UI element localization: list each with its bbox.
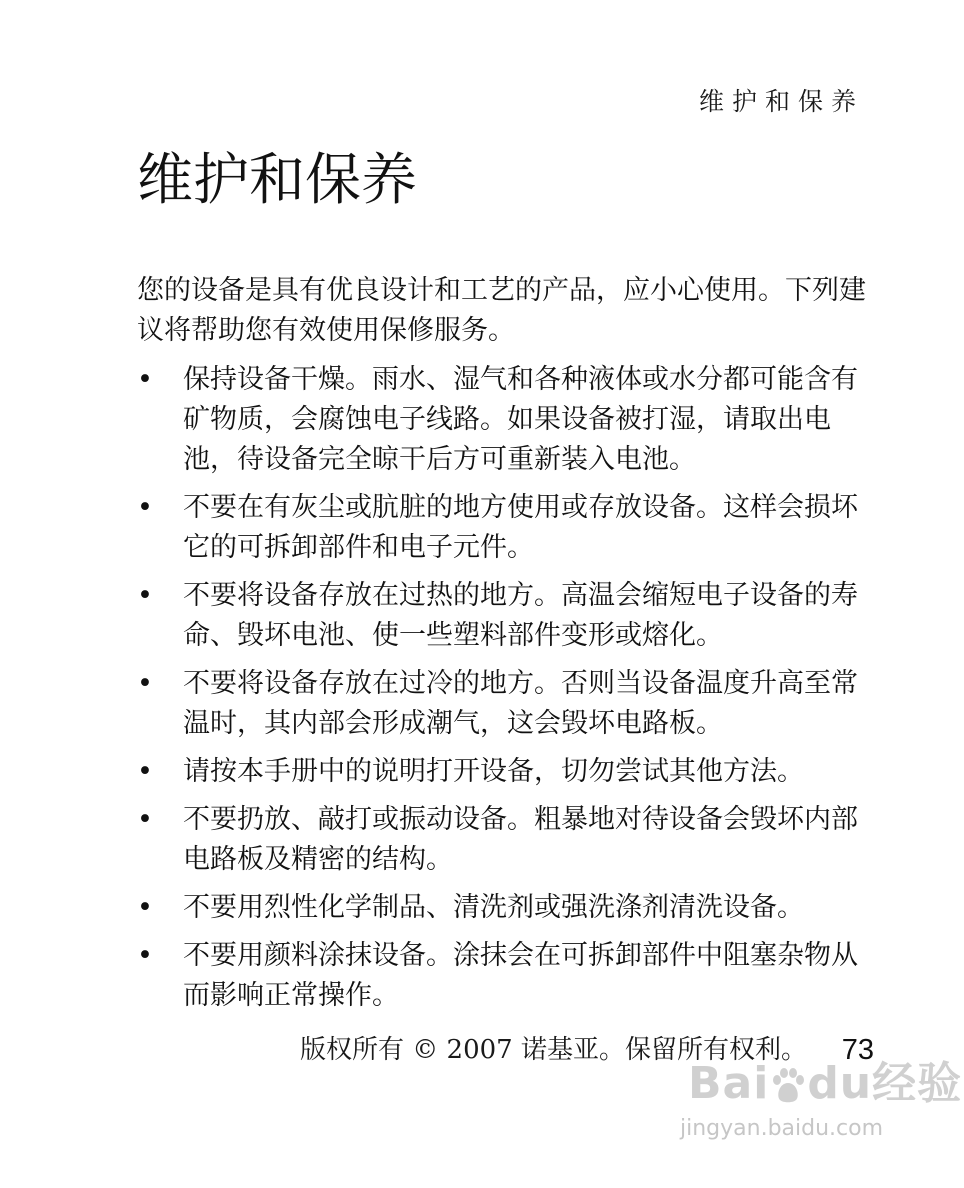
list-item [137, 360, 872, 480]
bullet-icon: • [137, 580, 153, 611]
page-title: 维护和保养 [137, 148, 417, 213]
list-item [137, 800, 872, 880]
bullet-icon: • [137, 668, 153, 699]
watermark-logo-text-right: du [807, 1058, 873, 1109]
bullet-icon: • [137, 892, 153, 923]
list-item-text: 不要将设备存放在过热的地方。高温会缩短电子设备的寿命、毁坏电池、使一些塑料部件变形或熔化。 [183, 580, 858, 651]
list-item-text: 不要扔放、敲打或振动设备。粗暴地对待设备会毁坏内部电路板及精密的结构。 [183, 804, 858, 875]
baidu-jingyan-watermark [680, 1058, 963, 1158]
page-number: 73 [841, 1034, 874, 1066]
watermark-logo-text-left: Bai [688, 1058, 770, 1109]
care-tips-list [137, 360, 872, 1024]
list-item-text: 不要用颜料涂抹设备。涂抹会在可拆卸部件中阻塞杂物从而影响正常操作。 [183, 940, 858, 1011]
list-item-text: 不要用烈性化学制品、清洗剂或强洗涤剂清洗设备。 [183, 892, 804, 923]
intro-paragraph: 您的设备是具有优良设计和工艺的产品，应小心使用。下列建议将帮助您有效使用保修服务。 [137, 275, 866, 346]
bullet-icon: • [137, 364, 153, 395]
list-item [137, 576, 872, 656]
bullet-icon: • [137, 940, 153, 971]
list-item-text: 不要在有灰尘或肮脏的地方使用或存放设备。这样会损坏它的可拆卸部件和电子元件。 [183, 492, 858, 563]
watermark-url: jingyan.baidu.com [680, 1116, 884, 1141]
list-item-text: 不要将设备存放在过冷的地方。否则当设备温度升高至常温时，其内部会形成潮气，这会毁坏电路板。 [183, 668, 858, 739]
list-item [137, 664, 872, 744]
copyright-footer: 版权所有 © 2007 诺基亚。保留所有权利。 [300, 1035, 807, 1065]
list-item [137, 888, 872, 928]
watermark-logo-suffix: 经验 [872, 1058, 963, 1109]
list-item-text: 请按本手册中的说明打开设备，切勿尝试其他方法。 [183, 756, 804, 787]
bullet-icon: • [137, 804, 153, 835]
paw-icon [769, 1066, 807, 1106]
running-head: 维护和保养 [698, 87, 864, 116]
list-item [137, 488, 872, 568]
bullet-icon: • [137, 492, 153, 523]
list-item-text: 保持设备干燥。雨水、湿气和各种液体或水分都可能含有矿物质，会腐蚀电子线路。如果设备被打湿，请取出电池，待设备完全晾干后方可重新装入电池。 [183, 364, 858, 475]
list-item [137, 936, 872, 1016]
list-item [137, 752, 872, 792]
bullet-icon: • [137, 756, 153, 787]
